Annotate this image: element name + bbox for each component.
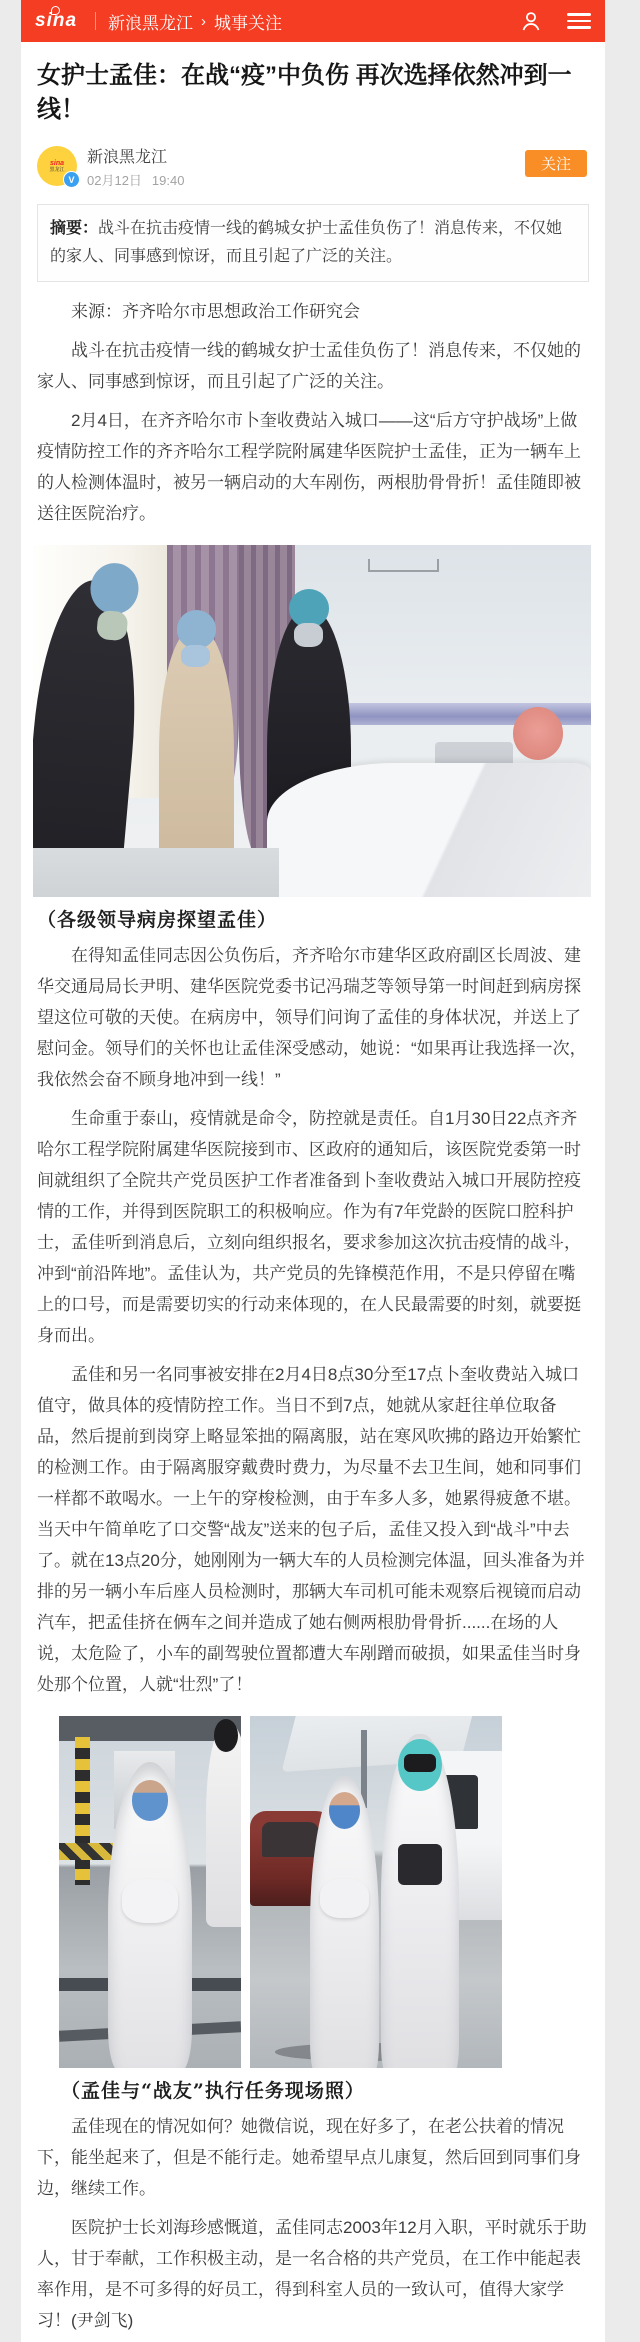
photo-nurse-in-suit	[108, 1762, 192, 2068]
menu-icon[interactable]	[567, 13, 591, 29]
abstract-box	[37, 204, 589, 282]
toll-gate-duty-photo	[59, 1716, 502, 2068]
publish-time: 19:40	[151, 172, 185, 188]
duty-photo-right	[250, 1716, 502, 2068]
top-navigation-bar	[21, 0, 605, 42]
avatar-brand-text: sina	[49, 159, 64, 167]
abstract-text: 战斗在抗击疫情一线的鹤城女护士孟佳负伤了！消息传来，不仅她的家人、同事感到惊讶，而且引起了广泛的关注。	[50, 220, 563, 265]
article-paragraph: 在得知孟佳同志因公负伤后，齐齐哈尔市建华区政府副区长周波、建华交通局局长尹明、建华医院党委书记冯瑞芝等领导第一时间赶到病房探望这位可敬的天使。在病房中，领导们问询了孟佳的身体状况，并送上了慰问金。领导们的关怀也让孟佳深受感动，她说：“如果再让我选择一次，我依然会奋不顾身地冲到一线！”	[37, 946, 587, 1089]
sina-eye-icon	[51, 6, 60, 15]
author-name-link[interactable]: 新浪黑龙江	[87, 148, 168, 166]
abstract-label: 摘要：	[50, 220, 99, 237]
article-paragraph: 孟佳现在的情况如何？她微信说，现在好多了，在老公扶着的情况下，能坐起来了，但是不能行走。她希望早点儿康复，然后回到同事们身边，继续工作。	[37, 2117, 581, 2198]
publish-datetime	[87, 170, 194, 189]
photo-floor	[33, 848, 279, 897]
follow-button[interactable]: 关注	[525, 150, 587, 177]
source-line: 来源：齐齐哈尔市思想政治工作研究会	[71, 302, 360, 321]
avatar-sub-text: 黑龙江	[49, 166, 65, 173]
breadcrumb-site-link[interactable]: 新浪黑龙江	[108, 13, 194, 33]
topbar-actions	[519, 9, 591, 33]
photo-background-person	[206, 1723, 241, 1927]
header-divider	[95, 12, 96, 30]
article-paragraph: 生命重于泰山，疫情就是命令，防控就是责任。自1月30日22点齐齐哈尔工程学院附属建华医院接到市、区政府的通知后，该医院党委第一时间就组织了全院共产党员医护工作者准备到卜奎收费站入城口开展防控疫情的工作，并得到医院职工的积极响应。作为有7年党龄的医院口腔科护士，孟佳听到消息后，立刻向组织报名，要求参加这次抗击疫情的战斗，冲到“前沿阵地”。孟佳认为，共产党员的先锋模范作用，不是只停留在嘴上的口号，而是需要切实的行动来体现的，在人民最需要的时刻，就要挺身而出。	[37, 1109, 581, 1345]
article	[21, 59, 605, 2336]
article-title: 女护士孟佳：在战“疫”中负伤 再次选择依然冲到一线！	[37, 62, 572, 123]
photo-patient	[513, 707, 563, 760]
author-row	[37, 144, 589, 188]
breadcrumb-arrow-icon: ›	[201, 12, 207, 30]
breadcrumb	[108, 9, 282, 34]
user-account-icon[interactable]	[519, 9, 543, 33]
breadcrumb-section-link[interactable]: 城事关注	[214, 13, 283, 33]
article-paragraph: 孟佳和另一名同事被安排在2月4日8点30分至17点卜奎收费站入城口值守，做具体的疫情防控工作。当日不到7点，她就从家赶往单位取备品，然后提前到岗穿上略显笨拙的隔离服，站在寒风吹拂的路边开始繁忙的检测工作。由于隔离服穿戴费时费力，为尽量不去卫生间，她和同事们一样都不敢喝水。一上午的穿梭检测，由于车多人多，她累得疲惫不堪。当天中午简单吃了口交警“战友”送来的包子后，孟佳又投入到“战斗”中去了。就在13点20分，她刚刚为一辆大车的人员检测完体温，回头准备为并排的另一辆小车后座人员检测时，那辆大车司机可能未观察后视镜而启动汽车，把孟佳挤在俩车之间并造成了她右侧两根肋骨骨折......在场的人说，太危险了，小车的副驾驶位置都遭大车剐蹭而破损，如果孟佳当时身处那个位置，人就“壮烈”了！	[37, 1365, 585, 1694]
photo-caption: （各级领导病房探望孟佳）	[37, 909, 278, 931]
article-paragraph: 2月4日，在齐齐哈尔市卜奎收费站入城口——这“后方守护战场”上做疫情防控工作的齐齐哈尔工程学院附属建华医院护士孟佳，正为一辆车上的人检测体温时，被另一辆启动的大车剐伤，两根肋骨骨折！孟佳随即被送往医院治疗。	[37, 411, 581, 523]
author-avatar[interactable]	[37, 146, 77, 186]
duty-photo-left	[59, 1716, 241, 2068]
content-card	[21, 0, 605, 2342]
photo-hospital-bed	[267, 763, 591, 897]
photo-iv-hook	[368, 559, 439, 572]
photo-nurse-in-suit	[381, 1734, 459, 2068]
photo-nurse-in-suit	[310, 1776, 378, 2068]
sina-logo[interactable]: sina	[35, 10, 89, 32]
hospital-ward-photo	[33, 545, 591, 897]
author-meta	[87, 144, 194, 189]
article-paragraph: 医院护士长刘海珍感慨道，孟佳同志2003年12月入职，平时就乐于助人，甘于奉献，工作积极主动，是一名合格的共产党员，在工作中能起表率作用，是不可多得的好员工，得到科室人员的一致认可，值得大家学习！(尹剑飞)	[37, 2218, 587, 2330]
photo-caption: （孟佳与“战友”执行任务现场照）	[61, 2080, 365, 2102]
verified-badge-icon: V	[63, 171, 80, 188]
photo-striped-pole	[75, 1737, 90, 1885]
article-paragraph: 战斗在抗击疫情一线的鹤城女护士孟佳负伤了！消息传来，不仅她的家人、同事感到惊讶，而且引起了广泛的关注。	[37, 341, 581, 391]
publish-date: 02月12日	[87, 172, 142, 188]
